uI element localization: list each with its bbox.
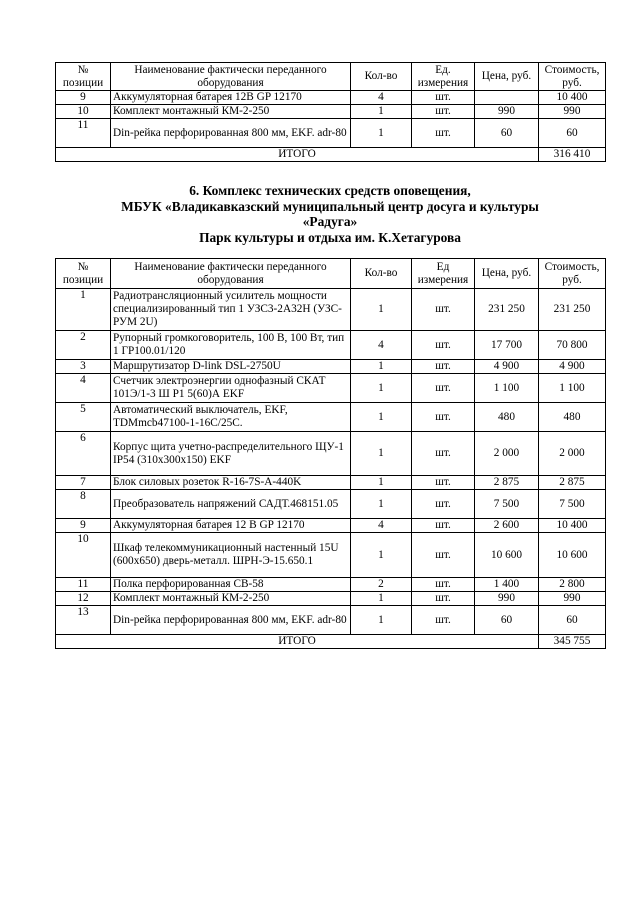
header-price: Цена, руб.: [475, 63, 539, 91]
cell-qty: 2: [351, 578, 412, 592]
cell-price: 60: [475, 119, 539, 148]
table-row: [56, 476, 606, 490]
header-price: Цена, руб.: [475, 259, 539, 289]
cell-price: 10 600: [475, 533, 539, 578]
total-row: [56, 635, 606, 649]
cell-unit: шт.: [412, 533, 475, 578]
section-heading: [55, 183, 605, 245]
cell-price: 17 700: [475, 331, 539, 360]
cell-name: Din-рейка перфорированная 800 мм, EKF. adr-80: [111, 606, 351, 635]
cell-position: 10: [56, 105, 111, 119]
table-row: [56, 490, 606, 519]
cell-unit: шт.: [412, 331, 475, 360]
cell-unit: шт.: [412, 289, 475, 331]
total-row: [56, 148, 606, 162]
cell-cost: 2 000: [539, 432, 606, 476]
header-position: № позиции: [56, 259, 111, 289]
cell-name: Блок силовых розеток R-16-7S-A-440K: [111, 476, 351, 490]
cell-price: 990: [475, 592, 539, 606]
total-label: ИТОГО: [56, 148, 539, 162]
section-heading-line: МБУК «Владикавказский муниципальный центр досуга и культуры: [121, 198, 539, 214]
cell-position: 2: [56, 331, 111, 360]
table-row: [56, 432, 606, 476]
cell-unit: шт.: [412, 91, 475, 105]
cell-name: Маршрутизатор D-link DSL-2750U: [111, 360, 351, 374]
header-name: Наименование фактически переданного оборудования: [111, 259, 351, 289]
cell-cost: 2 800: [539, 578, 606, 592]
table-row: [56, 289, 606, 331]
cell-qty: 1: [351, 432, 412, 476]
cell-unit: шт.: [412, 519, 475, 533]
cell-price: 2 600: [475, 519, 539, 533]
table-row: [56, 119, 606, 148]
cell-unit: шт.: [412, 476, 475, 490]
cell-price: 1 100: [475, 374, 539, 403]
cell-qty: 1: [351, 374, 412, 403]
cell-price: 60: [475, 606, 539, 635]
cell-price: [475, 91, 539, 105]
cell-price: 2 875: [475, 476, 539, 490]
cell-name: Корпус щита учетно-распределительного ЩУ-1 IP54 (310х300х150) EKF: [111, 432, 351, 476]
cell-unit: шт.: [412, 374, 475, 403]
cell-unit: шт.: [412, 578, 475, 592]
cell-position: 12: [56, 592, 111, 606]
table-row: [56, 533, 606, 578]
cell-unit: шт.: [412, 105, 475, 119]
cell-position: 8: [56, 490, 111, 519]
cell-price: 990: [475, 105, 539, 119]
cell-unit: шт.: [412, 403, 475, 432]
cell-name: Счетчик электроэнергии однофазный СКАТ 101Э/1-3 Ш Р1 5(60)А EKF: [111, 374, 351, 403]
cell-position: 6: [56, 432, 111, 476]
cell-name: Din-рейка перфорированная 800 мм, EKF. adr-80: [111, 119, 351, 148]
cell-cost: 1 100: [539, 374, 606, 403]
cell-cost: 60: [539, 119, 606, 148]
header-cost: Стоимость, руб.: [539, 259, 606, 289]
cell-name: Комплект монтажный КМ-2-250: [111, 105, 351, 119]
cell-position: 3: [56, 360, 111, 374]
cell-position: 11: [56, 578, 111, 592]
cell-unit: шт.: [412, 592, 475, 606]
cell-position: 7: [56, 476, 111, 490]
header-cost: Стоимость, руб.: [539, 63, 606, 91]
cell-qty: 1: [351, 289, 412, 331]
cell-position: 9: [56, 91, 111, 105]
cell-name: Аккумуляторная батарея 12В GP 12170: [111, 91, 351, 105]
cell-price: 7 500: [475, 490, 539, 519]
cell-cost: 10 400: [539, 91, 606, 105]
cell-cost: 231 250: [539, 289, 606, 331]
cell-name: Радиотрансляционный усилитель мощности специализированный тип 1 УЗС3-2А32Н (УЗС-РУМ 2U): [111, 289, 351, 331]
section-heading-line: Парк культуры и отдыха им. К.Хетагурова: [199, 229, 461, 245]
header-position: № позиции: [56, 63, 111, 91]
cell-cost: 2 875: [539, 476, 606, 490]
cell-cost: 480: [539, 403, 606, 432]
table-row: [56, 374, 606, 403]
cell-qty: 1: [351, 476, 412, 490]
cell-unit: шт.: [412, 360, 475, 374]
cell-price: 231 250: [475, 289, 539, 331]
cell-position: 11: [56, 119, 111, 148]
table-row: [56, 360, 606, 374]
total-label: ИТОГО: [56, 635, 539, 649]
cell-qty: 4: [351, 91, 412, 105]
cell-name: Рупорный громкоговоритель, 100 В, 100 Вт, тип 1 ГР100.01/120: [111, 331, 351, 360]
header-unit: Ед. измерения: [412, 63, 475, 91]
cell-position: 9: [56, 519, 111, 533]
table-row: [56, 606, 606, 635]
table-row: [56, 105, 606, 119]
total-value: 316 410: [539, 148, 606, 162]
equipment-table: [55, 258, 606, 649]
table-row: [56, 592, 606, 606]
cell-qty: 1: [351, 592, 412, 606]
cell-qty: 1: [351, 105, 412, 119]
cell-qty: 1: [351, 360, 412, 374]
cell-cost: 990: [539, 105, 606, 119]
cell-name: Преобразователь напряжений САДТ.468151.05: [111, 490, 351, 519]
equipment-table-continued: [55, 62, 606, 162]
cell-position: 1: [56, 289, 111, 331]
cell-price: 2 000: [475, 432, 539, 476]
cell-price: 1 400: [475, 578, 539, 592]
table-row: [56, 519, 606, 533]
cell-name: Шкаф телекоммуникационный настенный 15U (600х650) дверь-металл. ШРН-Э-15.650.1: [111, 533, 351, 578]
cell-price: 480: [475, 403, 539, 432]
cell-name: Аккумуляторная батарея 12 В GP 12170: [111, 519, 351, 533]
cell-name: Автоматический выключатель, EKF, TDMmcb47100-1-16C/25C.: [111, 403, 351, 432]
cell-cost: 7 500: [539, 490, 606, 519]
table-row: [56, 91, 606, 105]
cell-cost: 60: [539, 606, 606, 635]
cell-unit: шт.: [412, 490, 475, 519]
cell-position: 13: [56, 606, 111, 635]
cell-cost: 990: [539, 592, 606, 606]
table-row: [56, 403, 606, 432]
cell-unit: шт.: [412, 119, 475, 148]
cell-position: 10: [56, 533, 111, 578]
table-row: [56, 331, 606, 360]
cell-qty: 4: [351, 331, 412, 360]
cell-cost: 10 400: [539, 519, 606, 533]
cell-price: 4 900: [475, 360, 539, 374]
section-heading-line: 6. Комплекс технических средств оповещения,: [189, 183, 471, 198]
header-qty: Кол-во: [351, 259, 412, 289]
cell-cost: 70 800: [539, 331, 606, 360]
header-qty: Кол-во: [351, 63, 412, 91]
cell-name: Комплект монтажный КМ-2-250: [111, 592, 351, 606]
total-value: 345 755: [539, 635, 606, 649]
section-heading-line: «Радуга»: [302, 214, 358, 229]
cell-qty: 4: [351, 519, 412, 533]
cell-unit: шт.: [412, 606, 475, 635]
cell-cost: 10 600: [539, 533, 606, 578]
cell-position: 5: [56, 403, 111, 432]
header-unit: Ед измерения: [412, 259, 475, 289]
cell-qty: 1: [351, 490, 412, 519]
table-row: [56, 578, 606, 592]
header-name: Наименование фактически переданного оборудования: [111, 63, 351, 91]
cell-qty: 1: [351, 606, 412, 635]
cell-qty: 1: [351, 533, 412, 578]
cell-position: 4: [56, 374, 111, 403]
cell-cost: 4 900: [539, 360, 606, 374]
cell-name: Полка перфорированная СВ-58: [111, 578, 351, 592]
cell-qty: 1: [351, 403, 412, 432]
cell-unit: шт.: [412, 432, 475, 476]
cell-qty: 1: [351, 119, 412, 148]
